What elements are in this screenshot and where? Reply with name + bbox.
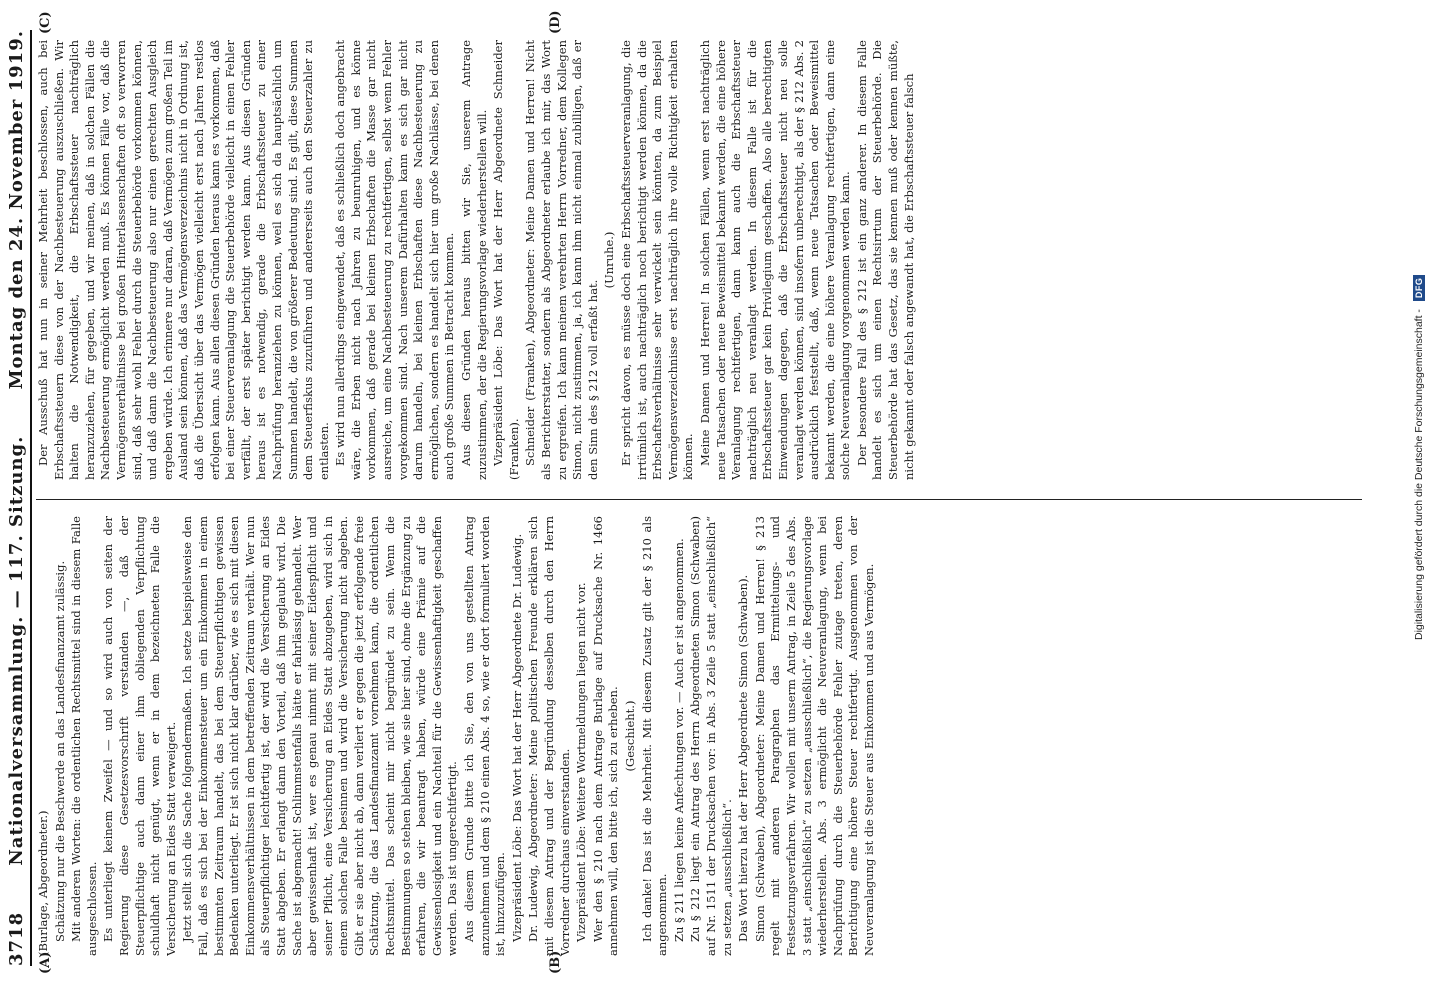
paragraph: Aus diesen Gründen heraus bitten wir Sie, unserem Antrage zuzustimmen, der die Regierungsvorlage wiederherstellen will. (459, 40, 489, 480)
header-date: Montag den 24. November 1919. (6, 30, 27, 390)
left-column (36, 516, 1362, 956)
dfg-logo: DFG (1413, 275, 1425, 302)
paragraph: Vizepräsident Löbe: Das Wort hat der Herr Abgeordnete Schneider (Franken). (491, 40, 521, 480)
digitization-text: Digitalisierung gefördert durch die Deutsche Forschungsgemeinschaft - (1413, 309, 1425, 640)
paragraph: Meine Damen und Herren! In solchen Fällen, wenn erst nachträglich neue Tatsachen oder neue Beweismittel bekannt werden, die eine höhere Veranlagung rechtfertigen, dann kann auch die Erbschaftssteuer nachträglich neu veranlagt werden. In diesem Falle ist für die Erbschaftssteuer gar kein Privilegium geschaffen. Also alle berechtigten Einwendungen dagegen, daß die Erbschaftssteuer nicht neu solle veranlagt werden können, sind insofern unberechtigt, als der § 212 Abs. 2 ausdrücklich feststellt, daß, wenn neue Tatsachen oder Beweismittel bekannt werden, die eine höhere Veranlagung rechtfertigen, dann eine solche Neuveranlagung vorgenommen werden kann. (697, 40, 853, 480)
digitization-note (1404, 0, 1430, 1000)
paragraph: Der besondere Fall des § 212 ist ein ganz anderer. In diesem Falle handelt es sich um einen Rechtsirrtum der Steuerbehörde. Die Steuerbehörde hat das Gesetz, das sie kennen muß oder kennen müßte, nicht gekannt oder falsch angewandt hat, die Erbschaftssteuer falsch (854, 40, 916, 480)
paragraph: Es wird nun allerdings eingewendet, daß es schließlich doch angebracht wäre, die Erben nicht nach Jahren zu beunruhigen, und es könne vorkommen, daß gerade bei kleinen Erbschaften die Masse gar nicht ausreiche, um eine Nachbesteuerung zu rechtfertigen, selbst wenn Fehler vorgekommen sind. Nach unserem Dafürhalten kann es sich gar nicht darum handeln, bei kleinen Erbschaften diese Nachbesteuerung zu ermöglichen, sondern es handelt sich hier um große Nachlässe, bei denen auch große Summen in Betracht kommen. (333, 40, 457, 480)
paragraph: Das Wort hierzu hat der Herr Abgeordnete Simon (Schwaben). (736, 574, 751, 942)
margin-marker-a: (A) (38, 951, 53, 974)
paragraph: Vizepräsident Löbe: Weitere Wortmeldungen liegen nicht vor. (574, 582, 589, 942)
document-page (0, 10, 1370, 978)
paragraph: Simon (Schwaben), Abgeordneter: Meine Damen und Herren! § 213 regelt mit anderen Paragraphen das Ermittelungs- und Festsetzungsverfahren. Wir wollen mit unserm Antrag, in Zeile 5 des Abs. 3 statt „einschließlich“ zu setzen „ausschließlich“, die Regierungsvorlage wiederherstellen. Abs. 3 ermöglicht die Neuveranlagung, wenn bei Nachprüfung durch die Steuerbehörde Fehler zutage treten, deren Berichtigung eine höhere Steuer rechtfertigt. Ausgenommen von der Neuveranlagung ist die Steuer aus Einkommen und aus Vermögen. (752, 516, 876, 956)
page-number: 3718 (6, 911, 27, 966)
paragraph: Schätzung nur die Beschwerde an das Landesfinanzamt zulässig. (52, 560, 67, 942)
paragraph: Aus diesem Grunde bitte ich Sie, den von uns gestellten Antrag anzunehmen und dem § 210 einen Abs. 4 so, wie er dort formuliert worden ist, hinzuzufügen. (462, 516, 508, 956)
header-title: Nationalversammlung. — 117. Sitzung. (6, 435, 27, 866)
paragraph: Wer den § 210 nach dem Antrage Burlage auf Drucksache Nr. 1466 annehmen will, den bitte ich, sich zu erheben. (590, 516, 621, 956)
paragraph: Mit anderen Worten: die ordentlichen Rechtsmittel sind in diesem Falle ausgeschlossen. (69, 516, 99, 956)
paragraph: Zu § 211 liegen keine Anfechtungen vor. — Auch er ist angenommen. (671, 538, 686, 942)
paragraph: Jetzt stellt sich die Sache folgendermaßen. Ich setze beispielsweise den Fall, daß es sich bei der Einkommensteuer um ein Einkommen in einem bestimmten Zeitraum handelt, das bei dem Steuerpflichtigen gewissen Bedenken unterliegt. Er ist sich nicht klar darüber, wie es sich mit diesen Einkommensverhältnissen in dem betreffenden Zeitraum verhält. Wer nun als Steuerpflichtiger leichtfertig ist, der wird die Versicherung an Eides Statt abgeben. Er erlangt dann den Vorteil, daß ihm geglaubt wird. Die Sache ist abgemacht! Schlimmstenfalls hätte er fahrlässig gehandelt. Wer aber gewissenhaft ist, wer es genau nimmt mit seiner Eidespflicht und seiner Pflicht, eine Versicherung an Eides Statt abzugeben, wird sich in einem solchen Falle besinnen und wird die Versicherung nicht abgeben. Gibt er sie aber nicht ab, dann verliert er gegen die jetzt erfolgende freie Schätzung, die das Landesfinanzamt vornehmen kann, die ordentlichen Rechtsmittel. Das scheint mir nicht begründet zu sein. Wenn die Bestimmungen so stehen bleiben, wie sie hier sind, ohne die Ergänzung zu erfahren, die wir beantragt haben, würde eine Prämie auf die Gewissenlosigkeit und ein Nachteil für die Gewissenhaftigkeit geschaffen werden. Das ist ungerechtfertigt. (180, 516, 460, 956)
right-column (36, 40, 1362, 480)
paragraph: Es unterliegt keinem Zweifel — und so wird auch von seiten der Regierung diese Gesetzesvorschrift verstanden —, daß der Steuerpflichtige auch dann einer ihm obliegenden Verpflichtung schuldhaft nicht genügt, wenn er in dem bezeichneten Falle die Versicherung an Eides Statt verweigert. (101, 516, 178, 956)
column-divider (36, 499, 1362, 500)
paragraph: (Geschieht.) (622, 700, 637, 772)
paragraph: Der Ausschuß hat nun in seiner Mehrheit beschlossen, auch bei Erbschaftssteuern diese von der Nachbesteuerung auszuschließen. Wir halten die Notwendigkeit, die Erbschaftssteuer nachträglich heranzuziehen, für gegeben, und wir meinen, daß in solchen Fällen die Nachbesteuerung ermöglicht werden muß. Es können Fälle vor, daß die Vermögensverhältnisse bei großen Hinterlassenschaften oft so verworren sind, daß sehr wohl Fehler durch die Steuerbehörde vorkommen können, und daß dann die Nachbesteuerung also nur einen gerechten Ausgleich ergeben würde. Ich erinnere nur daran, daß Vermögen zum großen Teil im Ausland sein können, daß das Vermögensverzeichnis nicht in Ordnung ist, daß die Übersicht über das Vermögen vielleicht erst nach Jahren restlos erfolgen kann. Aus allen diesen Gründen heraus kann es vorkommen, daß bei einer Steuerveranlagung die Steuerbehörde vielleicht in einen Fehler verfällt, der erst später berichtigt werden kann. Aus diesen Gründen heraus ist es notwendig, gerade die Erbschaftssteuer zu einer Nachprüfung heranziehen zu können, weil es sich da hauptsächlich um Summen handelt, die von größerer Bedeutung sind. Es gilt, diese Summen dem Steuerfiskus zuzuführen und andererseits auch den Steuerzahler zu entlasten. (36, 40, 331, 480)
paragraph: Dr. Ludewig, Abgeordneter: Meine politischen Freunde erklären sich mit diesem Antrag und der Begründung desselben durch den Herrn Vorredner durchaus einverstanden. (526, 516, 572, 956)
paragraph: Zu § 212 liegt ein Antrag des Herrn Abgeordneten Simon (Schwaben) auf Nr. 1511 der Drucksachen vor: in Abs. 3 Zeile 5 statt „einschließlich“ zu setzen „ausschließlich“. (688, 516, 734, 956)
running-head (6, 30, 32, 966)
paragraph: (Unruhe.) (602, 231, 617, 289)
margin-marker-d: (D) (548, 10, 563, 34)
paragraph: Vizepräsident Löbe: Das Wort hat der Herr Abgeordnete Dr. Ludewig. (509, 533, 524, 942)
margin-marker-c: (C) (38, 11, 53, 34)
paragraph: Er spricht davon, es müsse doch eine Erbschaftssteuerveranlagung, die irrtümlich ist, auch nachträglich noch berichtigt werden können, da die Erbschaftsverhältnisse sehr verwickelt sein könnten, da zum Beispiel Vermögensverzeichnisse erst nachträglich ihre volle Richtigkeit erhalten können. (618, 40, 696, 480)
paragraph: Ich danke! Das ist die Mehrheit. Mit diesem Zusatz gilt der § 210 als angenommen. (639, 516, 670, 956)
margin-marker-b: (B) (548, 950, 563, 974)
paragraph: (Burlage, Abgeordneter.) (36, 810, 50, 956)
paragraph: Schneider (Franken), Abgeordneter: Meine Damen und Herren! Nicht als Berichterstatter, sondern als Abgeordneter erlaube ich mir, das Wort zu ergreifen. Ich kann meinem verehrten Herrn Vorredner, dem Kollegen Simon, nicht zustimmen, ja, ich kann ihm nicht einmal zubilligen, daß er den Sinn des § 212 voll erfaßt hat. (523, 40, 600, 480)
